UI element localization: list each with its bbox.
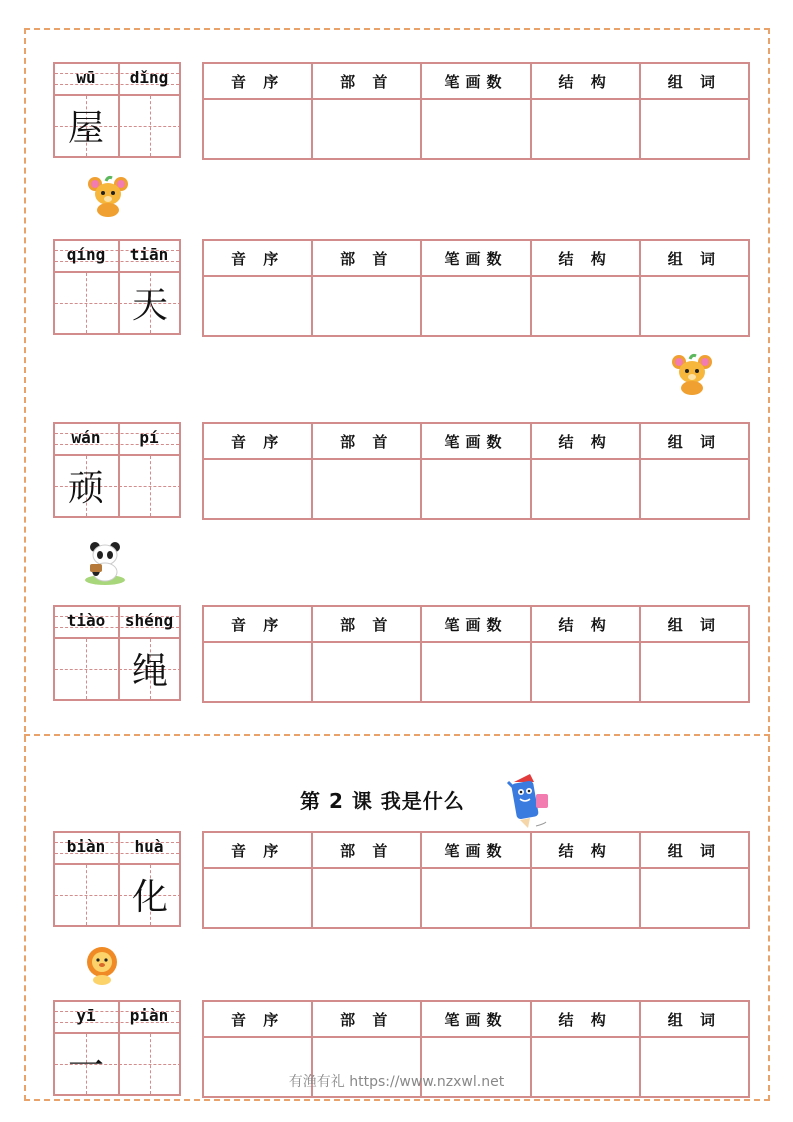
column-header: 结 构 <box>531 423 640 459</box>
column-header: 部 首 <box>312 606 421 642</box>
pinyin-right: tiān <box>129 245 169 264</box>
pinyin-right: shéng <box>124 611 174 630</box>
pencil-mascot-icon <box>500 768 556 830</box>
column-header: 音 序 <box>203 606 312 642</box>
character-entry <box>0 831 793 929</box>
answer-cell[interactable] <box>531 642 640 702</box>
column-header: 笔画数 <box>421 63 530 99</box>
column-header: 笔画数 <box>421 1001 530 1037</box>
column-header: 组 词 <box>640 63 749 99</box>
panda-icon <box>82 540 128 586</box>
answer-cell[interactable] <box>203 642 312 702</box>
column-header: 笔画数 <box>421 423 530 459</box>
hanzi-character: 绳 <box>131 651 168 692</box>
character-info-table <box>202 605 750 703</box>
character-info-table <box>202 239 750 337</box>
writing-cell[interactable] <box>55 273 117 333</box>
bear-icon <box>86 174 130 218</box>
column-header: 音 序 <box>203 832 312 868</box>
column-header: 部 首 <box>312 240 421 276</box>
hanzi-character: 顽 <box>67 468 104 509</box>
column-header: 组 词 <box>640 606 749 642</box>
pinyin-left: wū <box>76 68 96 87</box>
pinyin-left: tiào <box>66 611 106 630</box>
column-header: 结 构 <box>531 1001 640 1037</box>
column-header: 音 序 <box>203 63 312 99</box>
column-header: 部 首 <box>312 1001 421 1037</box>
writing-cell[interactable] <box>55 865 117 925</box>
column-header: 组 词 <box>640 1001 749 1037</box>
pinyin-right: huà <box>134 837 164 856</box>
tianzige-grid <box>53 605 181 701</box>
column-header: 组 词 <box>640 832 749 868</box>
writing-cell[interactable] <box>119 96 181 156</box>
column-header: 结 构 <box>531 63 640 99</box>
answer-cell[interactable] <box>640 642 749 702</box>
writing-cell[interactable] <box>119 865 181 925</box>
character-entry <box>0 605 793 703</box>
pinyin-left: qíng <box>66 245 106 264</box>
pinyin-right: pí <box>139 428 159 447</box>
answer-cell[interactable] <box>640 276 749 336</box>
answer-cell[interactable] <box>640 459 749 519</box>
bear-icon <box>670 352 714 396</box>
writing-cell[interactable] <box>55 1034 117 1094</box>
writing-cell[interactable] <box>119 273 181 333</box>
answer-cell[interactable] <box>531 459 640 519</box>
answer-cell[interactable] <box>312 99 421 159</box>
column-header: 组 词 <box>640 240 749 276</box>
hanzi-character: 化 <box>131 877 168 918</box>
column-header: 笔画数 <box>421 832 530 868</box>
column-header: 结 构 <box>531 240 640 276</box>
pinyin-left: biàn <box>66 837 106 856</box>
character-entry <box>0 239 793 337</box>
column-header: 笔画数 <box>421 606 530 642</box>
answer-cell[interactable] <box>203 99 312 159</box>
character-info-table <box>202 62 750 160</box>
footer-watermark: 有渔有礼 https://www.nzxwl.net <box>288 1074 505 1090</box>
answer-cell[interactable] <box>312 459 421 519</box>
column-header: 结 构 <box>531 606 640 642</box>
pinyin-left: wán <box>71 428 101 447</box>
column-header: 结 构 <box>531 832 640 868</box>
answer-cell[interactable] <box>203 459 312 519</box>
tianzige-grid <box>53 62 181 158</box>
tianzige-grid <box>53 239 181 335</box>
column-header: 音 序 <box>203 240 312 276</box>
lion-icon <box>84 946 120 986</box>
writing-cell[interactable] <box>119 639 181 699</box>
column-header: 部 首 <box>312 423 421 459</box>
page-border <box>24 28 770 1101</box>
answer-cell[interactable] <box>531 868 640 928</box>
column-header: 音 序 <box>203 1001 312 1037</box>
section-divider <box>24 734 770 736</box>
writing-cell[interactable] <box>55 639 117 699</box>
tianzige-grid <box>53 422 181 518</box>
pinyin-left: yī <box>76 1006 96 1025</box>
answer-cell[interactable] <box>531 276 640 336</box>
pinyin-right: dǐng <box>129 68 169 87</box>
answer-cell[interactable] <box>203 868 312 928</box>
hanzi-character: 天 <box>131 285 168 326</box>
hanzi-character: 一 <box>67 1046 104 1087</box>
answer-cell[interactable] <box>421 642 530 702</box>
answer-cell[interactable] <box>312 276 421 336</box>
character-entry <box>0 62 793 160</box>
answer-cell[interactable] <box>640 99 749 159</box>
writing-cell[interactable] <box>55 456 117 516</box>
answer-cell[interactable] <box>312 868 421 928</box>
lesson-title: 第 2 课 我是什么 <box>300 789 465 813</box>
character-info-table <box>202 422 750 520</box>
pinyin-right: piàn <box>129 1006 169 1025</box>
answer-cell[interactable] <box>421 276 530 336</box>
column-header: 音 序 <box>203 423 312 459</box>
column-header: 部 首 <box>312 832 421 868</box>
writing-cell[interactable] <box>119 456 181 516</box>
answer-cell[interactable] <box>203 276 312 336</box>
writing-cell[interactable] <box>55 96 117 156</box>
answer-cell[interactable] <box>421 99 530 159</box>
tianzige-grid <box>53 831 181 927</box>
answer-cell[interactable] <box>531 99 640 159</box>
column-header: 组 词 <box>640 423 749 459</box>
column-header: 部 首 <box>312 63 421 99</box>
answer-cell[interactable] <box>421 868 530 928</box>
hanzi-character: 屋 <box>67 108 104 149</box>
character-info-table <box>202 831 750 929</box>
character-entry <box>0 422 793 520</box>
answer-cell[interactable] <box>312 642 421 702</box>
column-header: 笔画数 <box>421 240 530 276</box>
answer-cell[interactable] <box>640 868 749 928</box>
answer-cell[interactable] <box>421 459 530 519</box>
